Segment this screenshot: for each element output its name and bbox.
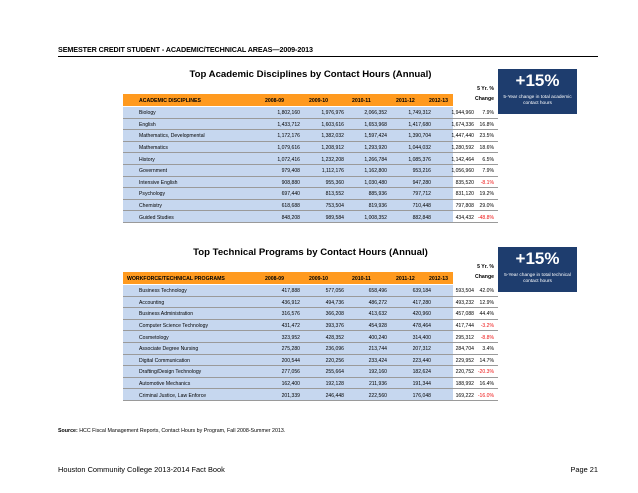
cell-value: 1,044,032 [408, 144, 431, 151]
cell-value: 162,400 [281, 380, 300, 387]
table-row [123, 142, 498, 154]
cell-value: 192,128 [325, 380, 344, 387]
row-label: Cosmetology [139, 334, 169, 341]
cell-value: 710,448 [412, 202, 431, 209]
technical-change-label-2: Change [474, 274, 494, 280]
table-row [123, 285, 498, 297]
technical-change-label-1: 5 Yr. % [477, 264, 494, 270]
cell-value: 979,408 [281, 168, 300, 175]
row-label: Business Technology [139, 288, 187, 295]
table-row [123, 308, 498, 320]
cell-value: 955,360 [325, 179, 344, 186]
cell-value: 223,440 [412, 357, 431, 364]
row-label: Digital Communication [139, 357, 190, 364]
cell-value: 201,339 [281, 392, 300, 399]
cell-value: 989,584 [325, 214, 344, 221]
table-row [123, 320, 498, 332]
cell-value: 1,172,176 [277, 133, 300, 140]
cell-value: 577,056 [325, 288, 344, 295]
cell-value: 1,072,416 [277, 156, 300, 163]
cell-value: 275,280 [281, 346, 300, 353]
cell-value: 420,960 [412, 311, 431, 318]
change-value: 16.4% [479, 380, 494, 387]
change-value: 7.9% [482, 110, 494, 117]
cell-value: 255,664 [325, 369, 344, 376]
cell-value: 284,704 [455, 346, 474, 353]
table-row [123, 130, 498, 142]
cell-value: 213,744 [368, 346, 387, 353]
cell-value: 835,520 [455, 179, 474, 186]
academic-change-label-2: Change [474, 96, 494, 102]
cell-value: 436,912 [281, 299, 300, 306]
cell-value: 908,880 [281, 179, 300, 186]
row-label: Drafting/Design Technology [139, 369, 202, 376]
cell-value: 1,266,784 [364, 156, 387, 163]
cell-value: 658,496 [368, 288, 387, 295]
cell-value: 366,208 [325, 311, 344, 318]
cell-value: 211,936 [368, 380, 387, 387]
change-value: -3.2% [480, 322, 494, 329]
row-label: Government [139, 168, 168, 175]
cell-value: 182,624 [412, 369, 431, 376]
academic-year-3: 2010-11 [352, 97, 371, 104]
cell-value: 618,688 [281, 202, 300, 209]
cell-value: 220,256 [325, 357, 344, 364]
cell-value: 393,376 [325, 322, 344, 329]
cell-value: 1,802,160 [277, 110, 300, 117]
source-label: Source: [58, 428, 78, 434]
cell-value: 1,390,704 [408, 133, 431, 140]
row-label: Intensive English [139, 179, 178, 186]
change-value: -16.0% [477, 392, 494, 399]
cell-value: 1,162,800 [364, 168, 387, 175]
cell-value: 295,312 [455, 334, 474, 341]
page-number: Page 21 [570, 465, 598, 474]
change-value: 29.0% [479, 202, 494, 209]
technical-column-header [123, 272, 453, 284]
table-row [123, 297, 498, 309]
cell-value: 323,952 [281, 334, 300, 341]
cell-value: 246,448 [325, 392, 344, 399]
academic-year-4: 2011-12 [396, 97, 415, 104]
change-value: 3.4% [482, 346, 494, 353]
cell-value: 1,749,312 [408, 110, 431, 117]
technical-year-5: 2012-13 [429, 275, 449, 282]
cell-value: 1,056,960 [451, 168, 474, 175]
academic-badge-value: +15% [515, 71, 560, 90]
cell-value: 236,096 [325, 346, 344, 353]
technical-header-label: WORKFORCE/TECHNICAL PROGRAMS [127, 275, 225, 282]
cell-value: 188,992 [455, 380, 474, 387]
row-label: Computer Science Technology [139, 322, 208, 329]
cell-value: 882,848 [412, 214, 431, 221]
cell-value: 486,272 [368, 299, 387, 306]
footer-left: Houston Community College 2013-2014 Fact Book [58, 465, 225, 474]
source-text: HCC Fiscal Management Reports, Contact Hours by Program, Fall 2008-Summer 2013. [79, 428, 286, 434]
table-row [123, 378, 498, 390]
change-value: 16.8% [479, 121, 494, 128]
academic-change-header [453, 84, 498, 106]
cell-value: 169,222 [455, 392, 474, 399]
technical-change-badge [498, 247, 577, 292]
cell-value: 229,952 [455, 357, 474, 364]
row-label: Business Administration [139, 311, 194, 318]
change-value: 23.5% [479, 133, 494, 140]
cell-value: 797,808 [455, 202, 474, 209]
cell-value: 417,280 [412, 299, 431, 306]
cell-value: 813,552 [325, 191, 344, 198]
academic-badge-caption: 5-Year change in total academic contact hours [503, 95, 572, 106]
technical-change-header [453, 262, 498, 284]
cell-value: 457,088 [455, 311, 474, 318]
cell-value: 400,240 [368, 334, 387, 341]
cell-value: 1,293,920 [364, 144, 387, 151]
header-rule [58, 56, 598, 57]
table-row [123, 355, 498, 367]
academic-year-1: 2008-09 [265, 97, 285, 104]
cell-value: 417,744 [455, 322, 474, 329]
table-row [123, 366, 498, 378]
cell-value: 493,232 [455, 299, 474, 306]
table-row [123, 119, 498, 131]
row-label: Criminal Justice, Law Enforce [139, 392, 207, 399]
cell-value: 277,056 [281, 369, 300, 376]
cell-value: 885,936 [368, 191, 387, 198]
table-row [123, 343, 498, 355]
academic-year-2: 2009-10 [309, 97, 329, 104]
row-label: Biology [139, 110, 156, 117]
cell-value: 176,048 [412, 392, 431, 399]
cell-value: 848,208 [281, 214, 300, 221]
row-label: History [139, 156, 155, 163]
cell-value: 1,603,616 [321, 121, 344, 128]
cell-value: 697,440 [281, 191, 300, 198]
cell-value: 1,112,176 [321, 168, 344, 175]
cell-value: 417,888 [281, 288, 300, 295]
academic-table [123, 107, 498, 223]
academic-header-label: ACADEMIC DISCIPLINES [139, 97, 201, 104]
technical-badge-value: +15% [515, 249, 560, 268]
cell-value: 831,120 [455, 191, 474, 198]
cell-value: 1,382,032 [321, 133, 344, 140]
academic-change-label-1: 5 Yr. % [477, 86, 494, 92]
change-value: 18.6% [479, 144, 494, 151]
academic-year-5: 2012-13 [429, 97, 449, 104]
row-label: Psychology [139, 191, 166, 198]
change-value: 14.7% [479, 357, 494, 364]
table-row [123, 188, 498, 200]
cell-value: 1,433,712 [277, 121, 300, 128]
cell-value: 639,184 [412, 288, 431, 295]
technical-year-2: 2009-10 [309, 275, 329, 282]
technical-year-1: 2008-09 [265, 275, 285, 282]
cell-value: 314,400 [412, 334, 431, 341]
cell-value: 593,504 [455, 288, 474, 295]
cell-value: 1,447,440 [451, 133, 474, 140]
table-row [123, 211, 498, 223]
cell-value: 1,142,464 [451, 156, 474, 163]
source-note [58, 428, 285, 434]
cell-value: 753,504 [325, 202, 344, 209]
cell-value: 1,653,968 [364, 121, 387, 128]
cell-value: 454,928 [368, 322, 387, 329]
page-header [58, 45, 598, 61]
cell-value: 220,752 [455, 369, 474, 376]
row-label: Automotive Mechanics [139, 380, 191, 387]
table-row [123, 331, 498, 343]
cell-value: 428,352 [325, 334, 344, 341]
row-label: English [139, 121, 156, 128]
change-value: 12.9% [479, 299, 494, 306]
technical-section-title: Top Technical Programs by Contact Hours (Annual) [193, 247, 428, 258]
technical-year-4: 2011-12 [396, 275, 415, 282]
technical-badge-caption: 5-Year change in total technical contact hours [504, 273, 571, 284]
technical-table [123, 285, 498, 401]
cell-value: 1,976,976 [321, 110, 344, 117]
cell-value: 1,079,616 [277, 144, 300, 151]
cell-value: 1,232,208 [321, 156, 344, 163]
row-label: Guided Studies [139, 214, 174, 221]
cell-value: 191,344 [412, 380, 431, 387]
change-value: -20.3% [477, 369, 494, 376]
change-value: 6.5% [482, 156, 494, 163]
change-value: -8.8% [480, 334, 494, 341]
table-row [123, 153, 498, 165]
cell-value: 1,085,376 [408, 156, 431, 163]
cell-value: 494,736 [325, 299, 344, 306]
cell-value: 316,576 [281, 311, 300, 318]
table-row [123, 200, 498, 212]
cell-value: 1,597,424 [364, 133, 387, 140]
page-title: SEMESTER CREDIT STUDENT - ACADEMIC/TECHNICAL AREAS—2009-2013 [58, 45, 313, 54]
academic-change-badge [498, 69, 577, 114]
cell-value: 819,936 [368, 202, 387, 209]
cell-value: 192,160 [368, 369, 387, 376]
cell-value: 1,674,336 [451, 121, 474, 128]
row-label: Chemistry [139, 202, 162, 209]
cell-value: 222,560 [368, 392, 387, 399]
table-row [123, 177, 498, 189]
change-value: 44.4% [479, 311, 494, 318]
table-row [123, 107, 498, 119]
table-row [123, 389, 498, 401]
cell-value: 1,944,960 [451, 110, 474, 117]
row-label: Associate Degree Nursing [139, 346, 199, 353]
row-label: Accounting [139, 299, 165, 306]
cell-value: 953,216 [412, 168, 431, 175]
cell-value: 1,417,680 [408, 121, 431, 128]
table-row [123, 165, 498, 177]
change-value: 19.2% [479, 191, 494, 198]
cell-value: 413,632 [368, 311, 387, 318]
cell-value: 1,008,352 [364, 214, 387, 221]
row-label: Mathematics [139, 144, 168, 151]
row-label: Mathematics, Developmental [139, 133, 205, 140]
cell-value: 1,208,912 [321, 144, 344, 151]
cell-value: 2,066,352 [364, 110, 387, 117]
academic-column-header [123, 94, 453, 106]
cell-value: 797,712 [412, 191, 431, 198]
change-value: 7.9% [482, 168, 494, 175]
change-value: -8.1% [480, 179, 494, 186]
academic-section-title: Top Academic Disciplines by Contact Hours (Annual) [189, 69, 432, 80]
cell-value: 434,432 [455, 214, 474, 221]
technical-year-3: 2010-11 [352, 275, 371, 282]
cell-value: 233,424 [368, 357, 387, 364]
change-value: 42.0% [479, 288, 494, 295]
change-value: -48.8% [477, 214, 494, 221]
cell-value: 431,472 [281, 322, 300, 329]
cell-value: 207,312 [412, 346, 431, 353]
cell-value: 200,544 [281, 357, 300, 364]
cell-value: 947,280 [412, 179, 431, 186]
cell-value: 1,280,592 [451, 144, 474, 151]
cell-value: 1,030,480 [364, 179, 387, 186]
cell-value: 478,464 [412, 322, 431, 329]
